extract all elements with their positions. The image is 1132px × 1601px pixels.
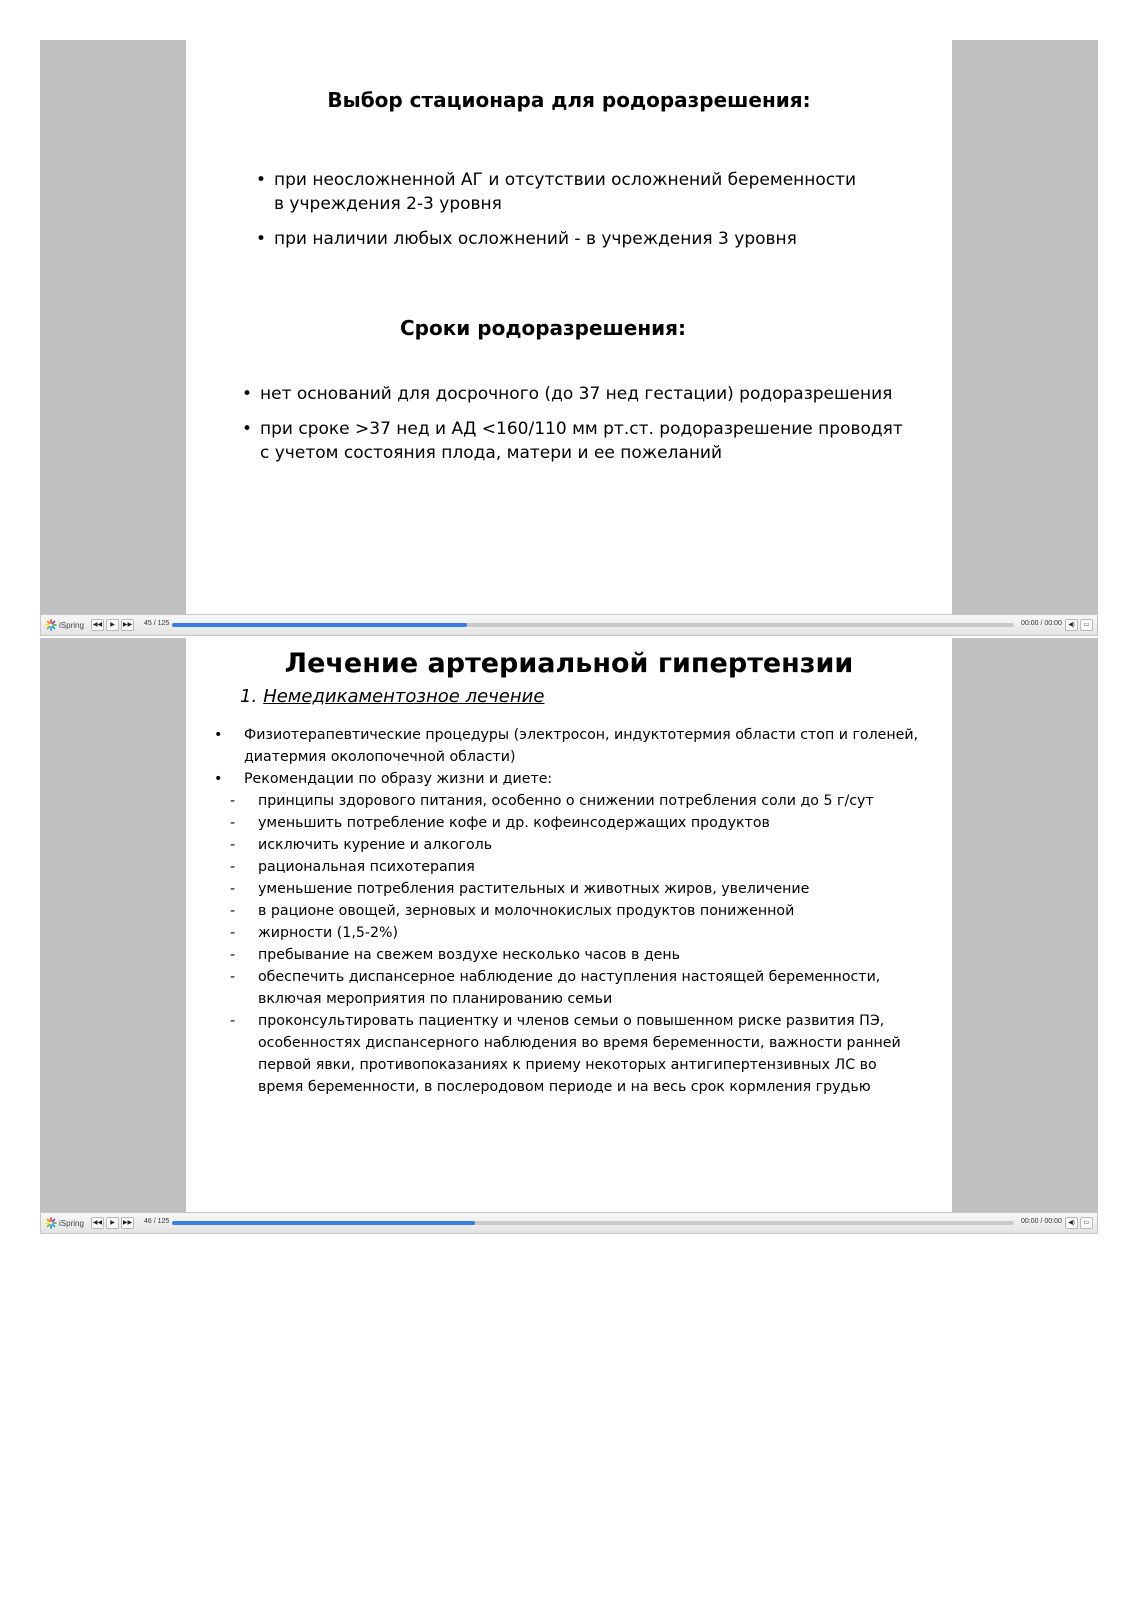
list-item-text: принципы здорового питания, особенно о снижении потребления соли до 5 г/сут (258, 793, 874, 809)
list-item (242, 417, 942, 465)
time-readout: 00:00 / 00:00 (1021, 620, 1062, 627)
list-item (214, 768, 934, 790)
list-item (214, 878, 934, 900)
play-icon[interactable]: ▶ (106, 619, 119, 631)
player-toolbar (40, 614, 1098, 636)
rewind-icon[interactable]: ◀◀ (91, 619, 104, 631)
list-item-text: проконсультировать пациентку и членов семьи о повышенном риске развития ПЭ, особенностях диспансерного наблюдения во время беременности, важности ранней первой явки, противопоказаниях к приему некоторых антигипертензивных ЛС во время беременности, в послеродовом периоде и на весь срок кормления грудью (258, 1013, 901, 1095)
progress-fill (172, 623, 467, 627)
subtitle-number: 1. (240, 686, 258, 707)
ispring-logo-icon (45, 1216, 84, 1230)
list-item-text: пребывание на свежем воздухе несколько часов в день (258, 947, 680, 963)
list-item (214, 724, 934, 768)
slide-46 (186, 638, 952, 1212)
progress-fill (172, 1221, 475, 1225)
fullscreen-icon[interactable]: ▭ (1080, 1217, 1093, 1229)
slide-stage (40, 40, 1098, 614)
list-item-text: Физиотерапевтические процедуры (электросон, индуктотермия области стоп и голеней, диатермия околопочечной области) (244, 727, 919, 765)
volume-icon[interactable]: ◀) (1065, 619, 1078, 631)
list-item-text: при неосложненной АГ и отсутствии осложнений беременности в учреждения 2-3 уровня (274, 170, 857, 214)
list-item (242, 382, 942, 406)
delivery-timing-list (242, 382, 942, 476)
slide-counter: 46 / 125 (144, 1218, 170, 1225)
fullscreen-icon[interactable]: ▭ (1080, 619, 1093, 631)
list-item-text: обеспечить диспансерное наблюдение до наступления настоящей беременности, включая мероприятия по планированию семьи (258, 969, 881, 1007)
list-item-text: нет оснований для досрочного (до 37 нед гестации) родоразрешения (260, 384, 893, 404)
slide-45 (186, 40, 952, 614)
list-item-text: уменьшение потребления растительных и животных жиров, увеличение (258, 881, 810, 897)
list-item-text: жирности (1,5-2%) (258, 925, 399, 941)
time-readout: 00:00 / 00:00 (1021, 1218, 1062, 1225)
fast-forward-icon[interactable]: ▶▶ (121, 1217, 134, 1229)
subtitle-text: Немедикаментозное лечение (263, 686, 545, 707)
slide-heading-delivery-timing: Сроки родоразрешения: (399, 316, 687, 340)
progress-bar[interactable] (172, 1221, 1014, 1225)
slide-stage (40, 638, 1098, 1212)
list-item (214, 790, 934, 812)
list-item (256, 227, 916, 251)
hospital-choice-list (256, 168, 916, 262)
list-item-text: при наличии любых осложнений - в учреждения 3 уровня (274, 229, 797, 249)
fast-forward-icon[interactable]: ▶▶ (121, 619, 134, 631)
list-item-text: уменьшить потребление кофе и др. кофеинсодержащих продуктов (258, 815, 770, 831)
list-item (214, 834, 934, 856)
list-item (214, 944, 934, 966)
list-item (214, 966, 934, 1010)
list-item (214, 922, 934, 944)
ispring-logo-icon (45, 618, 84, 632)
list-item (214, 812, 934, 834)
slide-counter: 45 / 125 (144, 620, 170, 627)
presentation-viewer-2 (40, 638, 1098, 1234)
rewind-icon[interactable]: ◀◀ (91, 1217, 104, 1229)
play-icon[interactable]: ▶ (106, 1217, 119, 1229)
slide-subtitle (240, 686, 544, 707)
brand-label: iSpring (59, 620, 84, 630)
list-item-text: исключить курение и алкоголь (258, 837, 493, 853)
list-item (214, 856, 934, 878)
progress-bar[interactable] (172, 623, 1014, 627)
player-toolbar (40, 1212, 1098, 1234)
slide-heading-hospital-choice: Выбор стационара для родоразрешения: (327, 88, 811, 112)
treatment-list (214, 724, 934, 1098)
brand-label: iSpring (59, 1218, 84, 1228)
list-item-text: при сроке >37 нед и АД <160/110 мм рт.ст. родоразрешение проводят с учетом состояния плода, матери и ее пожеланий (260, 419, 903, 463)
slide-title: Лечение артериальной гипертензии (284, 648, 854, 679)
list-item (214, 1010, 934, 1098)
list-item-text: Рекомендации по образу жизни и диете: (244, 771, 553, 787)
list-item (256, 168, 916, 216)
list-item-text: в рационе овощей, зерновых и молочнокислых продуктов пониженной (258, 903, 795, 919)
volume-icon[interactable]: ◀) (1065, 1217, 1078, 1229)
presentation-viewer-1 (40, 40, 1098, 636)
list-item-text: рациональная психотерапия (258, 859, 475, 875)
list-item (214, 900, 934, 922)
